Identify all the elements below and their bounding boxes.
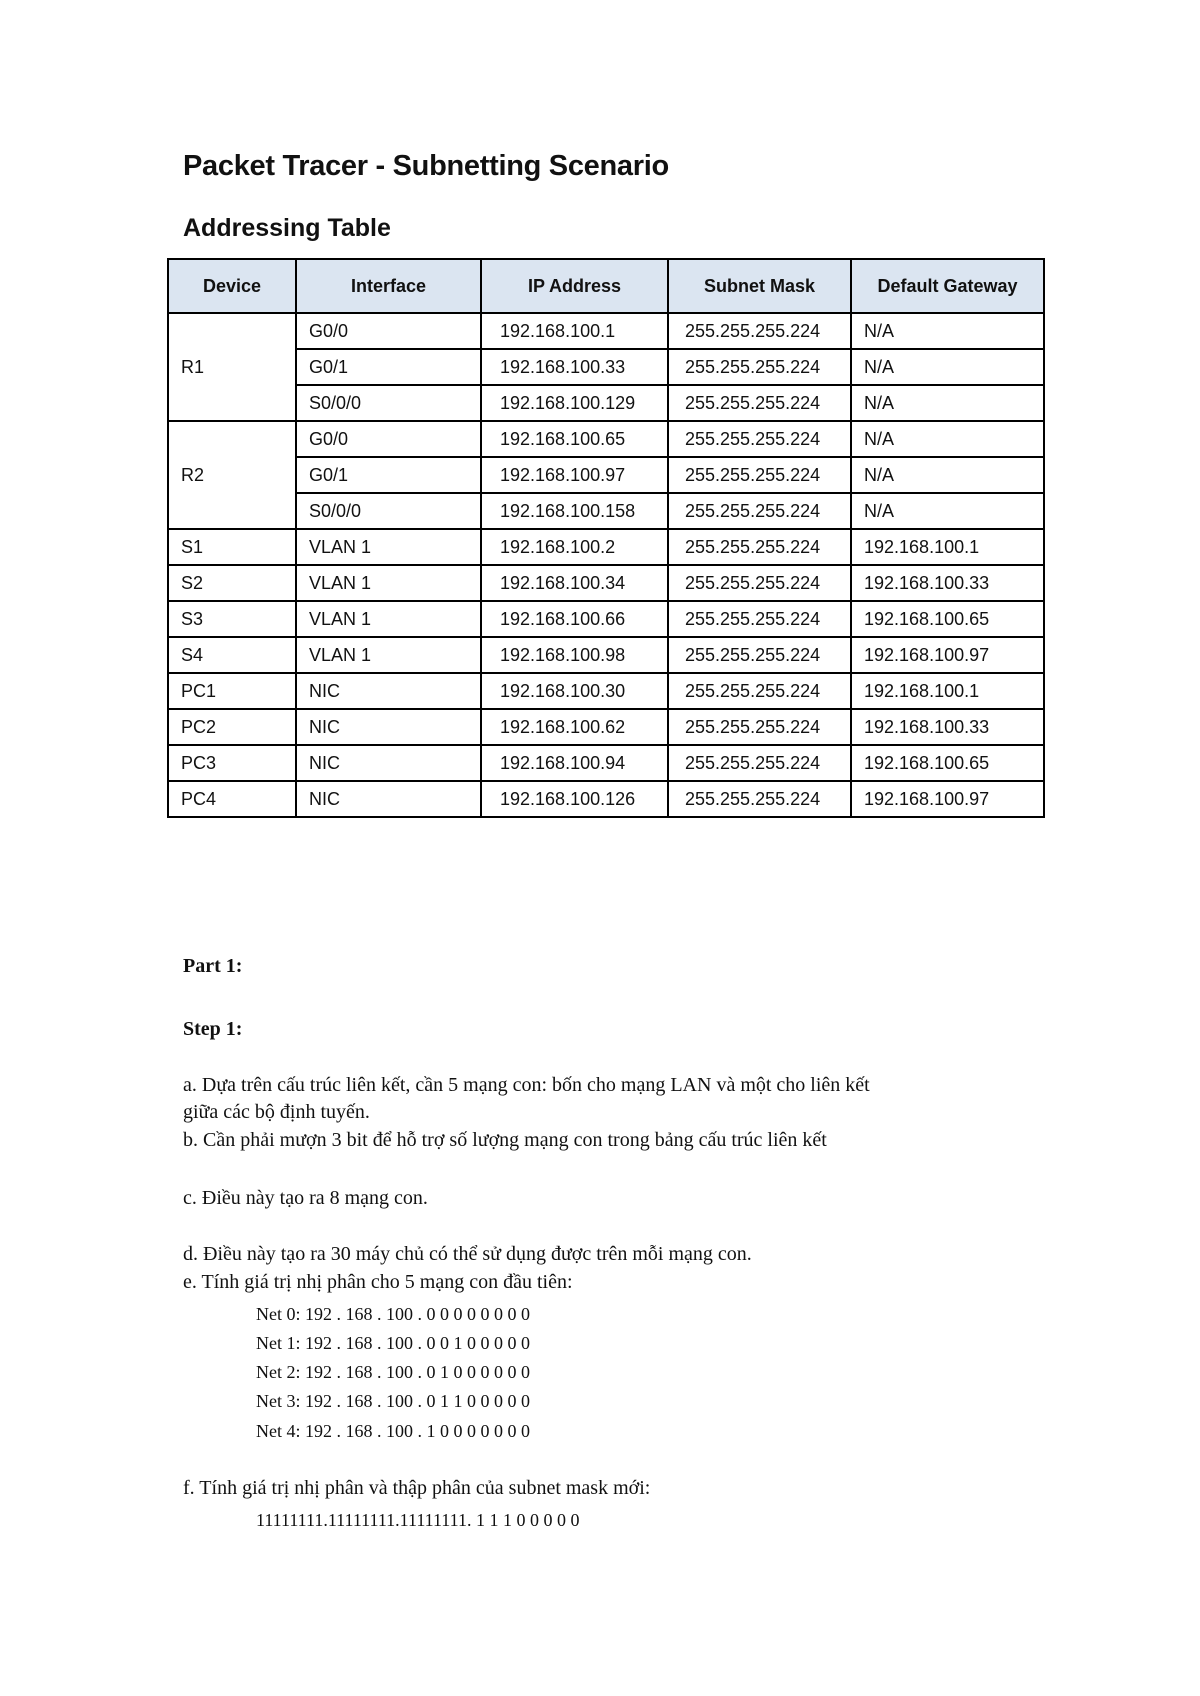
cell-interface: G0/1 [296,349,481,385]
cell-interface: S0/0/0 [296,493,481,529]
header-ip-address: IP Address [481,259,668,313]
net-line: Net 2: 192 . 168 . 100 . 0 1 0 0 0 0 0 0 [256,1362,530,1382]
table-row [168,385,1044,421]
cell-subnet-mask: 255.255.255.224 [668,349,851,385]
subnet-mask-binary: 11111111.11111111.11111111. 1 1 1 0 0 0 0 0 [256,1510,580,1530]
table-row [168,493,1044,529]
cell-subnet-mask: 255.255.255.224 [668,745,851,781]
net-line: Net 4: 192 . 168 . 100 . 1 0 0 0 0 0 0 0 [256,1421,530,1441]
cell-ip-address: 192.168.100.98 [481,637,668,673]
addressing-table [167,258,1045,818]
cell-subnet-mask: 255.255.255.224 [668,709,851,745]
item-a-line2: giữa các bộ định tuyến. [183,1101,370,1123]
step-heading: Step 1: [183,1018,243,1040]
cell-ip-address: 192.168.100.34 [481,565,668,601]
table-row [168,709,1044,745]
item-b: b. Cần phải mượn 3 bit để hỗ trợ số lượng mạng con trong bảng cấu trúc liên kết [183,1129,827,1151]
cell-subnet-mask: 255.255.255.224 [668,781,851,817]
cell-ip-address: 192.168.100.65 [481,421,668,457]
cell-device: PC2 [168,709,296,745]
cell-interface: G0/1 [296,457,481,493]
cell-interface: VLAN 1 [296,565,481,601]
cell-ip-address: 192.168.100.2 [481,529,668,565]
table-row [168,529,1044,565]
table-row [168,313,1044,349]
cell-device: PC4 [168,781,296,817]
cell-ip-address: 192.168.100.158 [481,493,668,529]
cell-interface: NIC [296,709,481,745]
cell-device: S2 [168,565,296,601]
header-subnet-mask: Subnet Mask [668,259,851,313]
table-row [168,601,1044,637]
header-interface: Interface [296,259,481,313]
cell-interface: G0/0 [296,313,481,349]
cell-default-gateway: 192.168.100.33 [851,565,1044,601]
net-line: Net 0: 192 . 168 . 100 . 0 0 0 0 0 0 0 0 [256,1304,530,1324]
cell-interface: G0/0 [296,421,481,457]
cell-default-gateway: N/A [851,421,1044,457]
cell-device: R1 [168,313,296,421]
cell-default-gateway: 192.168.100.1 [851,673,1044,709]
table-row [168,349,1044,385]
cell-subnet-mask: 255.255.255.224 [668,457,851,493]
item-d: d. Điều này tạo ra 30 máy chủ có thể sử dụng được trên mỗi mạng con. [183,1243,752,1265]
section-title: Addressing Table [183,214,391,242]
part-heading: Part 1: [183,955,243,977]
net-line: Net 1: 192 . 168 . 100 . 0 0 1 0 0 0 0 0 [256,1333,530,1353]
page-title: Packet Tracer - Subnetting Scenario [183,150,669,182]
cell-interface: NIC [296,673,481,709]
cell-subnet-mask: 255.255.255.224 [668,637,851,673]
table-row [168,421,1044,457]
cell-default-gateway: 192.168.100.97 [851,637,1044,673]
cell-ip-address: 192.168.100.30 [481,673,668,709]
cell-interface: VLAN 1 [296,529,481,565]
cell-default-gateway: 192.168.100.65 [851,601,1044,637]
cell-device: S1 [168,529,296,565]
item-a-line1: a. Dựa trên cấu trúc liên kết, cần 5 mạng con: bốn cho mạng LAN và một cho liên kết [183,1074,870,1096]
cell-ip-address: 192.168.100.129 [481,385,668,421]
cell-subnet-mask: 255.255.255.224 [668,565,851,601]
cell-default-gateway: N/A [851,493,1044,529]
cell-ip-address: 192.168.100.97 [481,457,668,493]
header-device: Device [168,259,296,313]
cell-interface: NIC [296,781,481,817]
cell-default-gateway: N/A [851,349,1044,385]
cell-ip-address: 192.168.100.66 [481,601,668,637]
cell-interface: S0/0/0 [296,385,481,421]
cell-subnet-mask: 255.255.255.224 [668,385,851,421]
cell-subnet-mask: 255.255.255.224 [668,601,851,637]
item-c: c. Điều này tạo ra 8 mạng con. [183,1187,428,1209]
item-f: f. Tính giá trị nhị phân và thập phân của subnet mask mới: [183,1477,651,1499]
cell-device: S4 [168,637,296,673]
cell-device: PC1 [168,673,296,709]
cell-ip-address: 192.168.100.1 [481,313,668,349]
cell-default-gateway: N/A [851,313,1044,349]
cell-default-gateway: 192.168.100.1 [851,529,1044,565]
cell-default-gateway: 192.168.100.65 [851,745,1044,781]
cell-default-gateway: 192.168.100.33 [851,709,1044,745]
cell-subnet-mask: 255.255.255.224 [668,313,851,349]
cell-ip-address: 192.168.100.62 [481,709,668,745]
table-row [168,673,1044,709]
header-default-gateway: Default Gateway [851,259,1044,313]
cell-subnet-mask: 255.255.255.224 [668,673,851,709]
cell-subnet-mask: 255.255.255.224 [668,493,851,529]
cell-interface: VLAN 1 [296,637,481,673]
cell-interface: VLAN 1 [296,601,481,637]
table-row [168,781,1044,817]
table-row [168,565,1044,601]
cell-default-gateway: N/A [851,457,1044,493]
table-row [168,457,1044,493]
cell-ip-address: 192.168.100.33 [481,349,668,385]
cell-subnet-mask: 255.255.255.224 [668,529,851,565]
item-e: e. Tính giá trị nhị phân cho 5 mạng con đầu tiên: [183,1271,573,1293]
cell-device: R2 [168,421,296,529]
cell-device: PC3 [168,745,296,781]
cell-device: S3 [168,601,296,637]
cell-interface: NIC [296,745,481,781]
cell-ip-address: 192.168.100.126 [481,781,668,817]
cell-default-gateway: N/A [851,385,1044,421]
cell-ip-address: 192.168.100.94 [481,745,668,781]
table-header-row [168,259,1044,313]
table-row [168,637,1044,673]
table-row [168,745,1044,781]
cell-subnet-mask: 255.255.255.224 [668,421,851,457]
net-line: Net 3: 192 . 168 . 100 . 0 1 1 0 0 0 0 0 [256,1391,530,1411]
cell-default-gateway: 192.168.100.97 [851,781,1044,817]
